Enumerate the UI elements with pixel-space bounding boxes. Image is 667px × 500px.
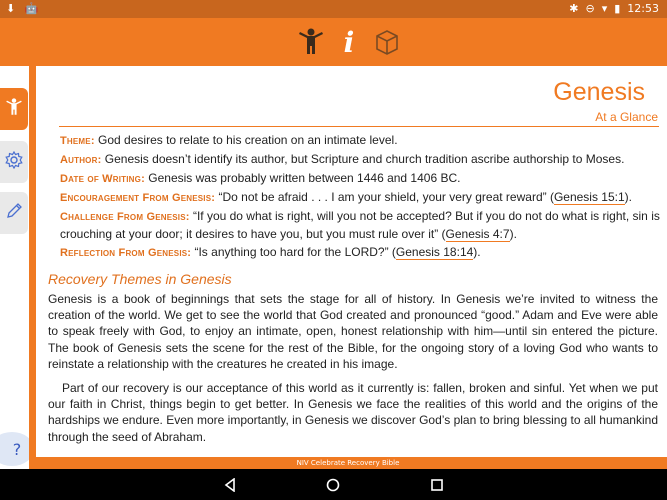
minus-circle-icon: ⊖	[585, 2, 595, 15]
side-tab-glance[interactable]	[0, 88, 28, 130]
fact-author: Author: Genesis doesn’t identify its author, but Scripture and church tradition ascribe authorship to Moses.	[60, 152, 625, 166]
body-paragraph: Genesis is a book of beginnings that sets the stage for all of history. In Genesis we’re invited to witness the creation of the world. We get to see the world that God created and pronounced “good.” Adam and Eve were able to speak freely with God, to enjoy an intimate, open, honest relationship with him—until sin entered the picture. The book of Genesis sets the scene for the rest of the Bible, for the ongoing story of a loving God who wants to reinstate a relationship with the creatures he created in his image.	[48, 292, 658, 371]
status-left-icons	[6, 2, 38, 15]
download-icon: ⬇	[6, 2, 16, 15]
figure-icon[interactable]	[294, 26, 328, 58]
scripture-link[interactable]: Genesis 15:1	[553, 190, 625, 204]
help-button[interactable]: ?	[0, 432, 34, 466]
recents-icon[interactable]	[428, 476, 446, 494]
page-title: Genesis	[553, 78, 645, 106]
side-tab-notes[interactable]	[0, 192, 28, 234]
bluetooth-icon: ✱	[569, 2, 579, 15]
fact-encouragement: Encouragement From Genesis: “Do not be afraid . . . I am your shield, your very great reward” (Genesis 15:1).	[60, 190, 633, 204]
page-subtitle: At a Glance	[595, 110, 658, 124]
divider	[59, 126, 659, 127]
fact-date: Date of Writing: Genesis was probably written between 1446 and 1406 BC.	[60, 171, 461, 185]
status-bar	[0, 0, 667, 18]
status-right	[569, 2, 659, 15]
status-time: 12:53	[627, 2, 659, 15]
pencil-icon	[5, 202, 23, 224]
android-icon: 🤖	[24, 2, 39, 15]
home-icon[interactable]	[324, 476, 342, 494]
scripture-link[interactable]: Genesis 18:14	[395, 245, 474, 259]
footer-bar	[29, 457, 667, 469]
side-tab-settings[interactable]	[0, 141, 28, 183]
content-panel	[36, 66, 667, 457]
battery-icon: ▮	[614, 2, 621, 15]
section-title: Recovery Themes in Genesis	[48, 271, 232, 287]
gear-icon	[5, 151, 23, 173]
fact-reflection: Reflection From Genesis: “Is anything too hard for the LORD?” (Genesis 18:14).	[60, 245, 481, 259]
body-paragraph: Part of our recovery is our acceptance of this world as it currently is: fallen, broken and sinful. Yet when we put our faith in Christ, things begin to get better. In Genesis we face the realities of this world and the origins of the hardships we endure. Even more importantly, in Genesis we discover God’s plan to bring blessing to all humankind through the seed of Abraham.	[48, 381, 658, 444]
fact-challenge: Challenge From Genesis: “If you do what is right, will you not be accepted? But if you do not do what is right, sin is crouching at your door; it desires to have you, but you must rule over it” (Genesis 4:7).	[60, 209, 660, 241]
cube-icon[interactable]	[370, 26, 404, 58]
system-nav-bar	[0, 469, 667, 500]
figure-icon	[5, 97, 23, 121]
footer-text: NIV Celebrate Recovery Bible	[296, 459, 400, 467]
fact-theme: Theme: God desires to relate to his creation on an intimate level.	[60, 133, 398, 147]
facts-list	[60, 132, 667, 263]
top-toolbar	[0, 18, 667, 66]
wifi-icon: ▾	[601, 2, 608, 15]
info-icon[interactable]: i	[343, 25, 355, 59]
back-icon[interactable]	[221, 476, 239, 494]
scripture-link[interactable]: Genesis 4:7	[445, 227, 510, 241]
